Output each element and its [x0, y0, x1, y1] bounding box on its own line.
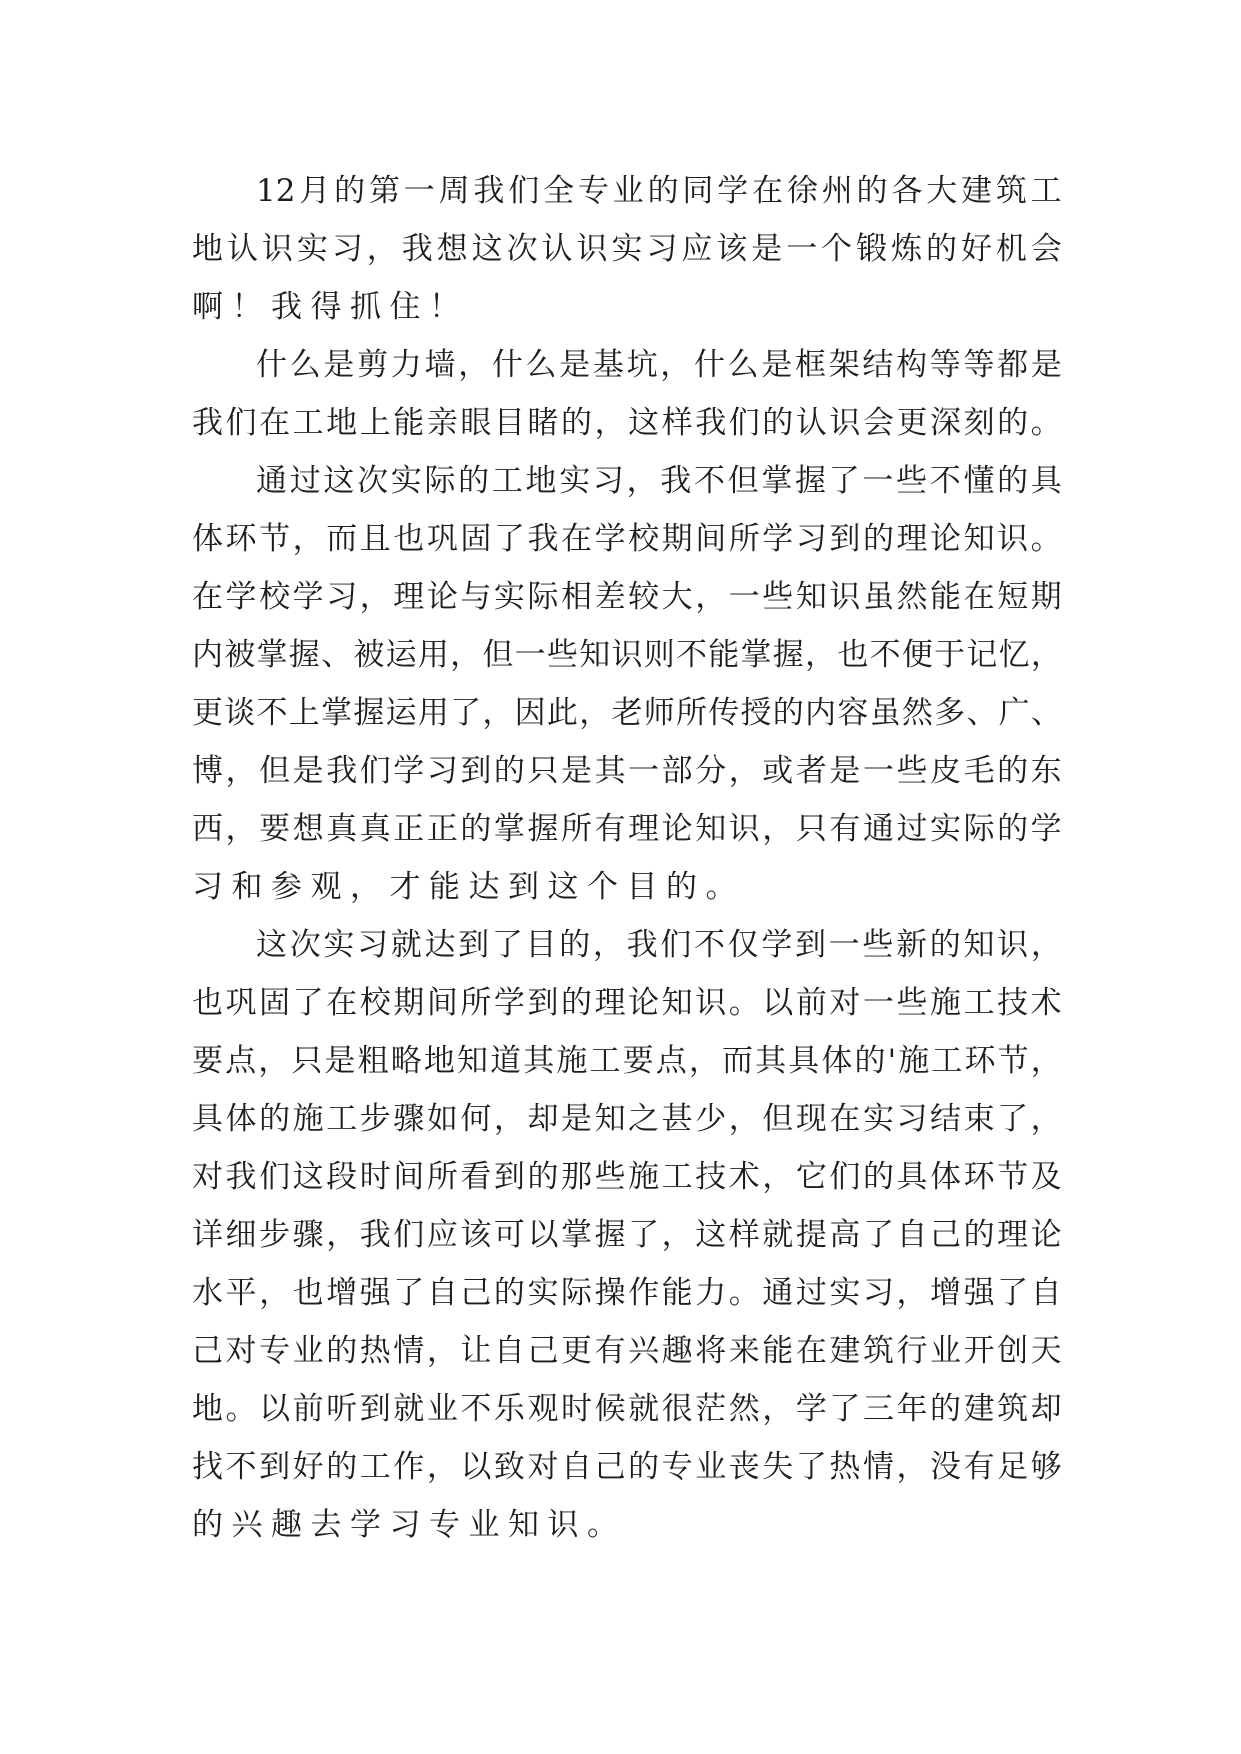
text-line: 12 月 的 第 一 周 我 们 全 专 业 的 同 学 在 徐 州 的 各 大 建 筑 工	[256, 173, 1062, 209]
text-line: 更 谈 不 上 掌 握 运 用 了 ， 因 此 ， 老 师 所 传 授 的 内 容 虽 然 多 、 广 、	[192, 695, 1062, 731]
text-line: 内 被 掌 握 、 被 运 用 ， 但 一 些 知 识 则 不 能 掌 握 ， 也 不 便 于 记 忆 ，	[192, 637, 1062, 673]
text-line: 在 学 校 学 习 ， 理 论 与 实 际 相 差 较 大 ， 一 些 知 识 虽 然 能 在 短 期	[192, 579, 1062, 615]
text-line: 水 平 ， 也 增 强 了 自 己 的 实 际 操 作 能 力 。 通 过 实 习 ， 增 强 了 自	[192, 1275, 1062, 1311]
paragraph-4	[192, 916, 1062, 1554]
text-line: 博 ， 但 是 我 们 学 习 到 的 只 是 其 一 部 分 ， 或 者 是 一 些 皮 毛 的 东	[192, 753, 1062, 789]
text-line: 找 不 到 好 的 工 作 ， 以 致 对 自 己 的 专 业 丧 失 了 热 情 ， 没 有 足 够	[192, 1449, 1062, 1485]
text-line: 详 细 步 骤 ， 我 们 应 该 可 以 掌 握 了 ， 这 样 就 提 高 了 自 己 的 理 论	[192, 1217, 1062, 1253]
text-line: 这 次 实 习 就 达 到 了 目 的 ， 我 们 不 仅 学 到 一 些 新 的 知 识 ，	[256, 927, 1062, 963]
paragraph-2	[192, 336, 1062, 452]
text-line: 具 体 的 施 工 步 骤 如 何 ， 却 是 知 之 甚 少 ， 但 现 在 实 习 结 束 了 ，	[192, 1101, 1062, 1137]
text-line: 地 认 识 实 习 ， 我 想 这 次 认 识 实 习 应 该 是 一 个 锻 炼 的 好 机 会	[192, 231, 1062, 267]
paragraph-1	[192, 162, 1062, 336]
text-line: 体 环 节 ， 而 且 也 巩 固 了 我 在 学 校 期 间 所 学 习 到 的 理 论 知 识 。	[192, 521, 1062, 557]
text-line: 通 过 这 次 实 际 的 工 地 实 习 ， 我 不 但 掌 握 了 一 些 不 懂 的 具	[256, 463, 1062, 499]
text-line: 的兴趣去学习专业知识。	[192, 1507, 627, 1543]
document-body	[192, 162, 1062, 1554]
text-line: 啊！我得抓住！	[192, 289, 469, 325]
text-line: 己 对 专 业 的 热 情 ， 让 自 己 更 有 兴 趣 将 来 能 在 建 筑 行 业 开 创 天	[192, 1333, 1062, 1369]
text-line: 什 么 是 剪 力 墙 ， 什 么 是 基 坑 ， 什 么 是 框 架 结 构 等 等 都 是	[256, 347, 1062, 383]
paragraph-3	[192, 452, 1062, 916]
text-line: 对 我 们 这 段 时 间 所 看 到 的 那 些 施 工 技 术 ， 它 们 的 具 体 环 节 及	[192, 1159, 1062, 1195]
text-line: 西 ， 要 想 真 真 正 正 的 掌 握 所 有 理 论 知 识 ， 只 有 通 过 实 际 的 学	[192, 811, 1062, 847]
text-line: 习和参观，才能达到这个目的。	[192, 869, 745, 905]
text-line: 也 巩 固 了 在 校 期 间 所 学 到 的 理 论 知 识 。 以 前 对 一 些 施 工 技 术	[192, 985, 1062, 1021]
text-line: 我 们 在 工 地 上 能 亲 眼 目 睹 的 ， 这 样 我 们 的 认 识 会 更 深 刻 的 。	[192, 405, 1062, 441]
text-line: 地 。 以 前 听 到 就 业 不 乐 观 时 候 就 很 茫 然 ， 学 了 三 年 的 建 筑 却	[192, 1391, 1062, 1427]
text-line: 要 点 ， 只 是 粗 略 地 知 道 其 施 工 要 点 ， 而 其 具 体 的 ' 施 工 环 节 ，	[192, 1043, 1062, 1079]
